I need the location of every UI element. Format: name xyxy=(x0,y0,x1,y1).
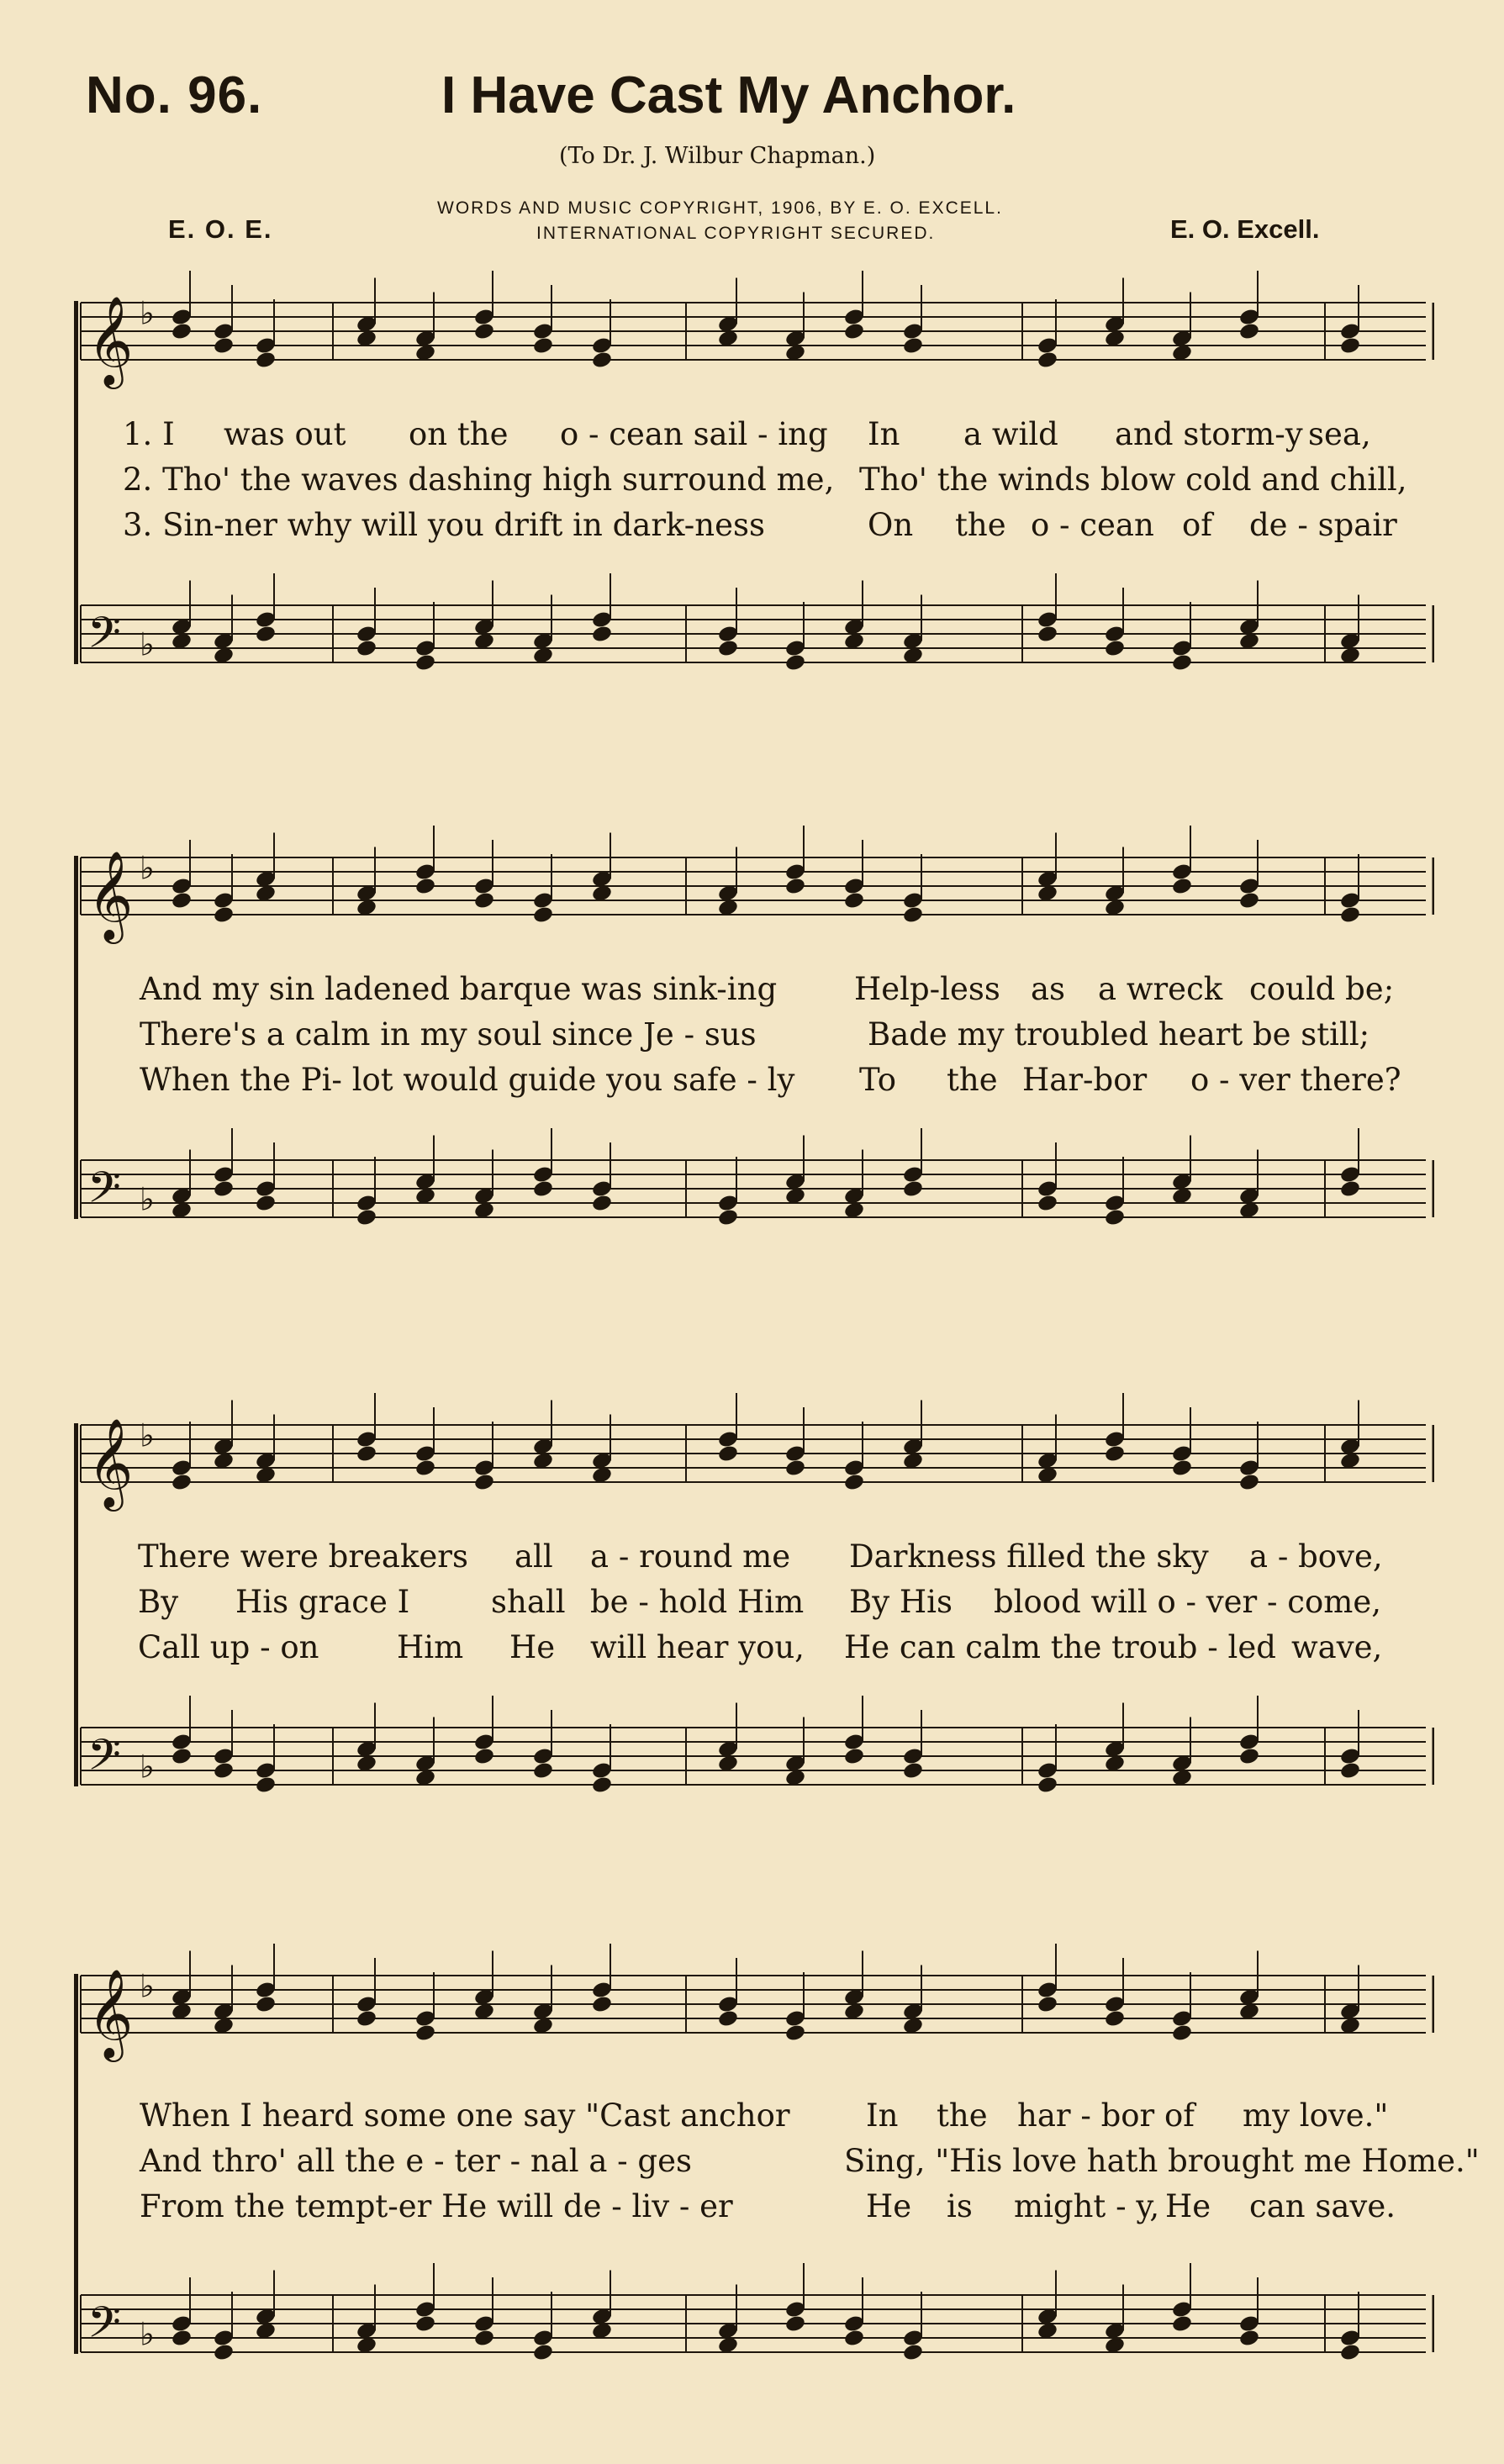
notehead xyxy=(171,1473,193,1492)
lyric-segment: a - round me xyxy=(590,1538,791,1575)
lyric-verse-3 xyxy=(72,2184,1434,2229)
notehead xyxy=(1171,653,1193,673)
notehead xyxy=(473,1473,495,1492)
notehead xyxy=(843,2329,865,2348)
lyric-verse-3 xyxy=(72,1058,1434,1103)
lyrics-block-2 xyxy=(72,967,1434,1103)
lyric-segment: a wreck xyxy=(1098,971,1223,1007)
lyric-verse-2 xyxy=(72,457,1434,503)
lyrics-block-1 xyxy=(72,412,1434,548)
treble-staff-2 xyxy=(72,824,1434,950)
notehead xyxy=(1339,1179,1361,1199)
notehead xyxy=(784,653,806,673)
lyric-segment: By xyxy=(138,1584,179,1620)
lyric-segment: shall xyxy=(491,1584,566,1620)
treble-clef-icon: 𝄞 xyxy=(87,295,134,385)
notehead xyxy=(255,625,277,644)
lyric-segment: wave, xyxy=(1291,1629,1383,1665)
music-system-4 xyxy=(72,1925,1480,2396)
music-system-3 xyxy=(72,1374,1434,1828)
lyric-segment: was out xyxy=(224,416,346,452)
flat-icon: ♭ xyxy=(140,2315,155,2353)
notehead xyxy=(902,2343,924,2362)
lyric-segment: o - cean sail - ing xyxy=(560,416,828,452)
notehead xyxy=(414,2023,436,2043)
lyric-segment: His grace I xyxy=(235,1584,410,1620)
notehead xyxy=(591,625,613,644)
notehead xyxy=(213,1179,235,1199)
system-brace xyxy=(74,1423,78,1786)
lyric-segment: Help-less xyxy=(854,971,1000,1007)
flat-icon: ♭ xyxy=(140,1967,155,2005)
notehead xyxy=(1339,905,1361,925)
notehead xyxy=(255,1995,277,2014)
lyric-segment: blood will o - ver - come, xyxy=(994,1584,1382,1620)
bass-clef-icon: 𝄢 xyxy=(87,1729,121,1791)
notehead xyxy=(171,1747,193,1766)
lyric-segment: He xyxy=(509,1629,556,1665)
notehead xyxy=(1238,1747,1260,1766)
notehead xyxy=(414,877,436,896)
notehead xyxy=(1037,1775,1058,1795)
lyric-segment: By His xyxy=(849,1584,953,1620)
lyric-verse-1 xyxy=(72,2093,1434,2139)
notehead xyxy=(255,1775,277,1795)
bass-staff-2 xyxy=(72,1126,1434,1253)
notehead xyxy=(591,1775,613,1795)
notehead xyxy=(1037,1995,1058,2014)
lyric-segment: Har-bor xyxy=(1022,1062,1148,1098)
lyric-segment: be - hold Him xyxy=(590,1584,805,1620)
lyric-segment: o - ver there? xyxy=(1190,1062,1401,1098)
notehead xyxy=(902,905,924,925)
flat-icon: ♭ xyxy=(140,625,155,663)
notehead xyxy=(532,905,554,925)
notehead xyxy=(717,2009,739,2029)
notehead xyxy=(784,2314,806,2334)
treble-clef-icon: 𝄞 xyxy=(87,1968,134,2058)
music-system-2 xyxy=(72,807,1434,1261)
lyric-segment: And my sin ladened barque was sink-ing xyxy=(140,971,778,1007)
lyric-segment: Tho' the winds blow cold and chill, xyxy=(859,462,1407,498)
bass-clef-icon: 𝄢 xyxy=(87,1162,121,1223)
treble-staff-1 xyxy=(72,269,1434,395)
lyric-segment: a - bove, xyxy=(1249,1538,1383,1575)
notehead xyxy=(843,891,865,910)
lyric-segment: Him xyxy=(397,1629,464,1665)
lyric-segment: de - spair xyxy=(1249,507,1397,543)
notehead xyxy=(414,653,436,673)
lyric-verse-1 xyxy=(72,412,1434,457)
lyric-segment: Call up - on xyxy=(138,1629,319,1665)
lyric-segment: Sing, "His love hath brought me Home." xyxy=(844,2143,1480,2179)
lyric-segment: all xyxy=(515,1538,553,1575)
notehead xyxy=(532,2343,554,2362)
lyric-segment: He can calm the troub - led xyxy=(844,1629,1276,1665)
copyright-line-1: WORDS AND MUSIC COPYRIGHT, 1906, BY E. O. EXCELL. xyxy=(437,198,1003,218)
lyric-segment: might - y, xyxy=(1014,2188,1160,2224)
notehead xyxy=(1171,2314,1193,2334)
notehead xyxy=(591,1194,613,1213)
lyric-segment: There were breakers xyxy=(138,1538,468,1575)
lyric-segment: har - bor of xyxy=(1017,2097,1195,2134)
lyric-verse-2 xyxy=(72,1580,1434,1625)
lyric-segment: 1. I xyxy=(123,416,175,452)
bass-clef-icon: 𝄢 xyxy=(87,607,121,668)
notehead xyxy=(1037,1194,1058,1213)
notehead xyxy=(213,336,235,356)
lyric-segment: Bade my troubled heart be still; xyxy=(868,1016,1370,1053)
notehead xyxy=(473,322,495,341)
treble-clef-icon: 𝄞 xyxy=(87,1417,134,1507)
lyric-verse-3 xyxy=(72,1625,1434,1670)
notehead xyxy=(1104,1208,1126,1227)
flat-icon: ♭ xyxy=(140,294,155,332)
lyric-segment: a wild xyxy=(963,416,1058,452)
lyric-segment: the xyxy=(937,2097,988,2134)
lyric-segment: Darkness filled the sky xyxy=(849,1538,1209,1575)
notehead xyxy=(171,2329,193,2348)
lyric-segment: And thro' all the e - ter - nal a - ges xyxy=(140,2143,692,2179)
lyric-segment: and storm-y xyxy=(1115,416,1303,452)
system-brace xyxy=(74,856,78,1219)
lyric-verse-1 xyxy=(72,1534,1434,1580)
notehead xyxy=(784,877,806,896)
notehead xyxy=(532,1761,554,1781)
notehead xyxy=(1238,1473,1260,1492)
copyright-notice xyxy=(437,196,1076,246)
flat-icon: ♭ xyxy=(140,849,155,887)
lyric-verse-1 xyxy=(72,967,1434,1012)
system-brace xyxy=(74,301,78,664)
notehead xyxy=(902,336,924,356)
treble-staff-3 xyxy=(72,1391,1434,1517)
music-author: E. O. Excell. xyxy=(1170,214,1320,244)
notehead xyxy=(473,891,495,910)
notehead xyxy=(356,639,377,658)
notehead xyxy=(784,2023,806,2043)
notehead xyxy=(356,1444,377,1464)
lyric-segment: the xyxy=(955,507,1006,543)
words-author: E. O. E. xyxy=(168,214,273,244)
lyric-segment: When the Pi- lot would guide you safe - ly xyxy=(140,1062,795,1098)
lyric-segment: 3. Sin-ner why will you drift in dark-ness xyxy=(123,507,765,543)
lyric-segment: To xyxy=(859,1062,897,1098)
lyrics-block-3 xyxy=(72,1534,1434,1670)
notehead xyxy=(717,1444,739,1464)
lyric-segment: the xyxy=(947,1062,998,1098)
notehead xyxy=(171,891,193,910)
notehead xyxy=(1339,2343,1361,2362)
lyric-segment: will hear you, xyxy=(590,1629,805,1665)
lyric-verse-2 xyxy=(72,2139,1480,2184)
notehead xyxy=(1171,2023,1193,2043)
notehead xyxy=(591,1995,613,2014)
notehead xyxy=(356,2009,377,2029)
bass-staff-3 xyxy=(72,1694,1434,1820)
hymn-number: No. 96. xyxy=(86,66,263,124)
notehead xyxy=(213,1761,235,1781)
lyric-segment: When I heard some one say "Cast anchor xyxy=(140,2097,790,2134)
notehead xyxy=(843,322,865,341)
lyric-segment: could be; xyxy=(1249,971,1395,1007)
bass-staff-4 xyxy=(72,2261,1434,2387)
bass-clef-icon: 𝄢 xyxy=(87,2297,121,2358)
lyric-segment: on the xyxy=(409,416,509,452)
notehead xyxy=(414,2314,436,2334)
lyric-segment: 2. Tho' the waves dashing high surround me, xyxy=(123,462,835,498)
notehead xyxy=(1238,891,1260,910)
notehead xyxy=(1171,1459,1193,1478)
notehead xyxy=(1171,877,1193,896)
system-brace xyxy=(74,1974,78,2354)
flat-icon: ♭ xyxy=(140,1748,155,1786)
lyric-segment: my love." xyxy=(1243,2097,1389,2134)
treble-staff-4 xyxy=(72,1942,1434,2068)
flat-icon: ♭ xyxy=(140,1417,155,1454)
notehead xyxy=(902,1179,924,1199)
lyric-segment: From the tempt-er He will de - liv - er xyxy=(140,2188,733,2224)
notehead xyxy=(1037,351,1058,370)
lyric-verse-3 xyxy=(72,503,1434,548)
lyric-segment: of xyxy=(1182,507,1212,543)
dedication: (To Dr. J. Wilbur Chapman.) xyxy=(559,143,876,169)
lyric-segment: In xyxy=(866,2097,899,2134)
lyric-segment: On xyxy=(868,507,914,543)
copyright-line-2: INTERNATIONAL COPYRIGHT SECURED. xyxy=(536,224,936,243)
notehead xyxy=(1238,322,1260,341)
lyric-segment: He xyxy=(1165,2188,1211,2224)
notehead xyxy=(591,351,613,370)
lyric-segment: In xyxy=(868,416,900,452)
notehead xyxy=(843,1473,865,1492)
bass-staff-1 xyxy=(72,572,1434,698)
notehead xyxy=(717,1208,739,1227)
notehead xyxy=(255,351,277,370)
music-system-1 xyxy=(72,252,1434,706)
notehead xyxy=(171,322,193,341)
lyric-segment: sea, xyxy=(1308,416,1371,452)
notehead xyxy=(902,1761,924,1781)
notehead xyxy=(1037,625,1058,644)
flat-icon: ♭ xyxy=(140,1180,155,1218)
notehead xyxy=(414,1459,436,1478)
notehead xyxy=(1104,639,1126,658)
lyric-segment: can save. xyxy=(1249,2188,1396,2224)
notehead xyxy=(473,2329,495,2348)
treble-clef-icon: 𝄞 xyxy=(87,850,134,940)
lyric-segment: There's a calm in my soul since Je - sus xyxy=(140,1016,757,1053)
lyric-verse-2 xyxy=(72,1012,1434,1058)
notehead xyxy=(1339,336,1361,356)
hymn-title: I Have Cast My Anchor. xyxy=(441,66,1016,124)
lyric-segment: He xyxy=(866,2188,912,2224)
notehead xyxy=(473,1747,495,1766)
notehead xyxy=(717,639,739,658)
notehead xyxy=(213,2343,235,2362)
lyric-segment: o - cean xyxy=(1031,507,1154,543)
notehead xyxy=(532,1179,554,1199)
notehead xyxy=(784,1459,806,1478)
notehead xyxy=(213,905,235,925)
notehead xyxy=(1339,1761,1361,1781)
notehead xyxy=(1104,2009,1126,2029)
notehead xyxy=(1238,2329,1260,2348)
lyrics-block-4 xyxy=(72,2093,1480,2229)
notehead xyxy=(255,1194,277,1213)
lyric-segment: is xyxy=(947,2188,973,2224)
notehead xyxy=(843,1747,865,1766)
notehead xyxy=(532,336,554,356)
notehead xyxy=(1104,1444,1126,1464)
notehead xyxy=(356,1208,377,1227)
lyric-segment: as xyxy=(1031,971,1066,1007)
